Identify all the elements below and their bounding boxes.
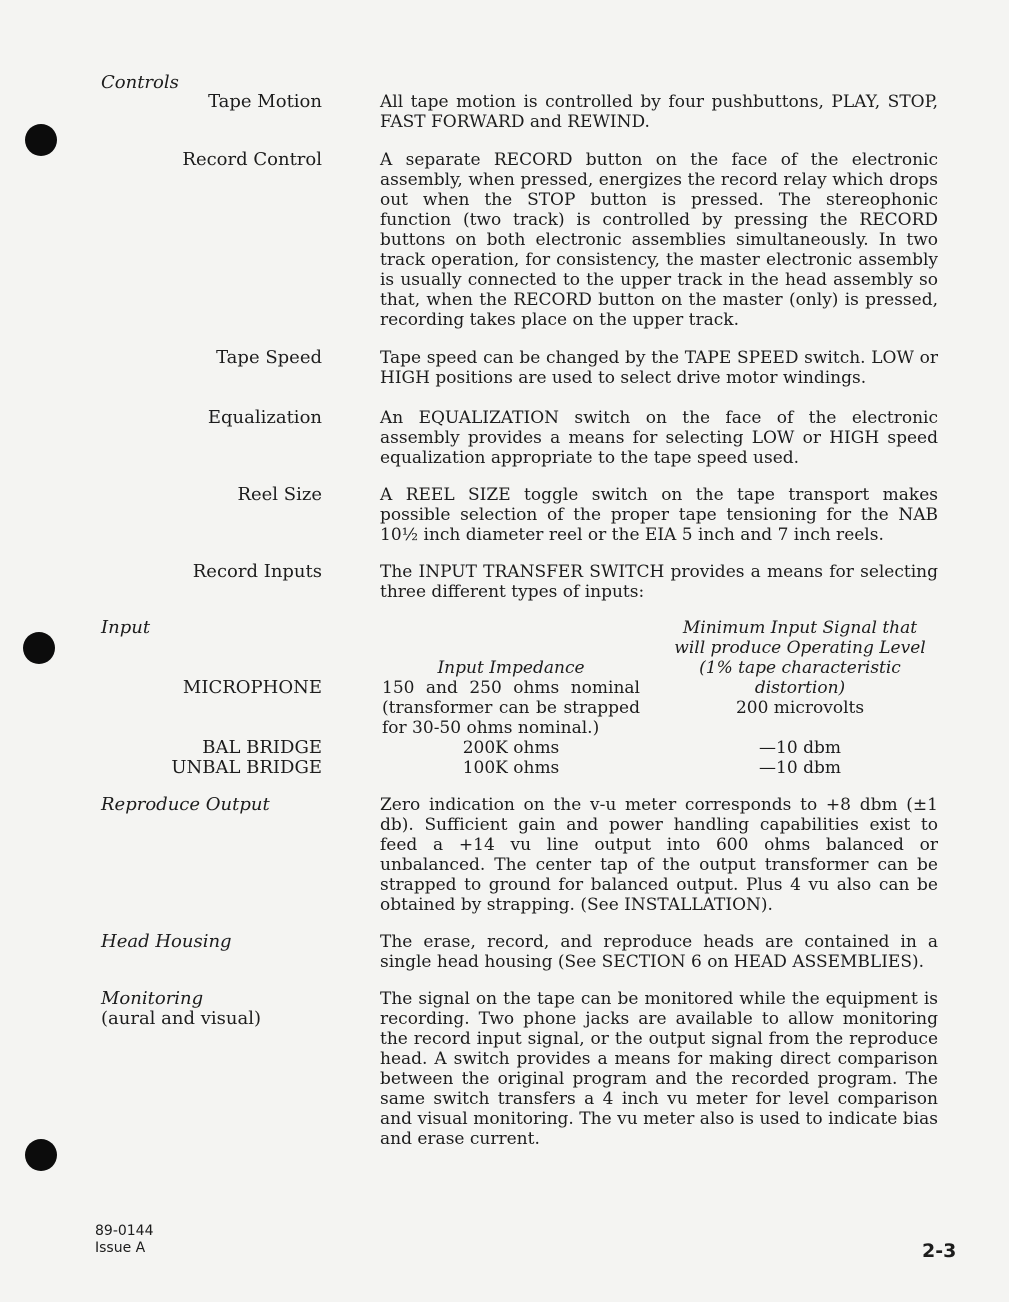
punch-hole-bottom bbox=[25, 1139, 57, 1171]
table-row-label-unbal-bridge: UNBAL BRIDGE bbox=[171, 757, 322, 778]
label-equalization: Equalization bbox=[207, 407, 322, 428]
punch-hole-middle bbox=[23, 632, 55, 664]
table-cell-impedance-bal-bridge: 200K ohms bbox=[462, 738, 560, 758]
signal-column-header-line-2: will produce Operating Level bbox=[674, 638, 926, 658]
label-tape-speed: Tape Speed bbox=[216, 347, 322, 368]
text-reproduce-output: Zero indication on the v-u meter corresponds to +8 dbm (±1 db). Sufficient gain and power handling capabilities exist to feed a +14 vu line output into 600 ohms balanced or unbalanced. The center tap of the output transformer can be strapped to ground for balanced output. Plus 4 vu also can be obtained by strapping. (See INSTALLATION). bbox=[380, 795, 938, 915]
table-cell-impedance-microphone: 150 and 250 ohms nominal (transformer can be strapped for 30-50 ohms nominal.) bbox=[382, 678, 640, 738]
section-subheading-monitoring: (aural and visual) bbox=[101, 1008, 261, 1029]
text-tape-motion: All tape motion is controlled by four pushbuttons, PLAY, STOP, FAST FORWARD and REWIND. bbox=[380, 92, 938, 132]
table-cell-impedance-unbal-bridge: 100K ohms bbox=[462, 758, 560, 778]
footer-issue: Issue A bbox=[95, 1240, 146, 1256]
text-reel-size: A REEL SIZE toggle switch on the tape transport makes possible selection of the proper tape tensioning for the NAB 10½ inch diameter reel or the EIA 5 inch and 7 inch reels. bbox=[380, 485, 938, 545]
label-reel-size: Reel Size bbox=[237, 484, 322, 505]
signal-column-header-line-1: Minimum Input Signal that bbox=[682, 618, 918, 638]
section-heading-reproduce-output: Reproduce Output bbox=[101, 794, 270, 815]
table-cell-signal-microphone: 200 microvolts bbox=[735, 698, 865, 718]
label-tape-motion: Tape Motion bbox=[208, 91, 322, 112]
label-record-control: Record Control bbox=[182, 149, 322, 170]
text-tape-speed: Tape speed can be changed by the TAPE SPEED switch. LOW or HIGH positions are used to select drive motor windings. bbox=[380, 348, 938, 388]
table-row-label-bal-bridge: BAL BRIDGE bbox=[202, 737, 322, 758]
section-heading-controls: Controls bbox=[101, 72, 179, 93]
section-heading-input: Input bbox=[101, 617, 151, 638]
section-heading-monitoring: Monitoring bbox=[101, 988, 204, 1009]
section-heading-head-housing: Head Housing bbox=[101, 931, 232, 952]
footer-doc-number: 89-0144 bbox=[95, 1223, 154, 1239]
text-record-inputs: The INPUT TRANSFER SWITCH provides a means for selecting three different types of inputs: bbox=[380, 562, 938, 602]
signal-column-header-line-3: (1% tape characteristic bbox=[699, 658, 901, 678]
signal-column-header-line-4: distortion) bbox=[754, 678, 846, 698]
label-record-inputs: Record Inputs bbox=[192, 561, 322, 582]
table-cell-signal-bal-bridge: —10 dbm bbox=[759, 738, 841, 758]
text-monitoring: The signal on the tape can be monitored while the equipment is recording. Two phone jacks are available to allow monitoring the record input signal, or the output signal from the reproduce head. A switch provides a means for making direct comparison between the original program and the recorded program. The same switch transfers a 4 inch vu meter for level comparison and visual monitoring. The vu meter also is used to indicate bias and erase current. bbox=[380, 989, 938, 1149]
text-head-housing: The erase, record, and reproduce heads are contained in a single head housing (See SECTION 6 on HEAD ASSEMBLIES). bbox=[380, 932, 938, 972]
text-equalization: An EQUALIZATION switch on the face of the electronic assembly provides a means for selecting LOW or HIGH speed equalization appropriate to the tape speed used. bbox=[380, 408, 938, 468]
table-row-label-microphone: MICROPHONE bbox=[182, 677, 322, 698]
punch-hole-top bbox=[25, 124, 57, 156]
page-number: 2-3 bbox=[922, 1240, 957, 1262]
text-record-control: A separate RECORD button on the face of the electronic assembly, when pressed, energizes the record relay which drops out when the STOP button is pressed. The stereophonic function (two track) is controlled by pressing the RECORD buttons on both electronic assemblies simultaneously. In two track operation, for consistency, the master electronic assembly is usually connected to the upper track in the head assembly so that, when the RECORD button on the master (only) is pressed, recording takes place on the upper track. bbox=[380, 150, 938, 330]
impedance-column-header: Input Impedance bbox=[437, 658, 585, 678]
table-cell-signal-unbal-bridge: —10 dbm bbox=[759, 758, 841, 778]
